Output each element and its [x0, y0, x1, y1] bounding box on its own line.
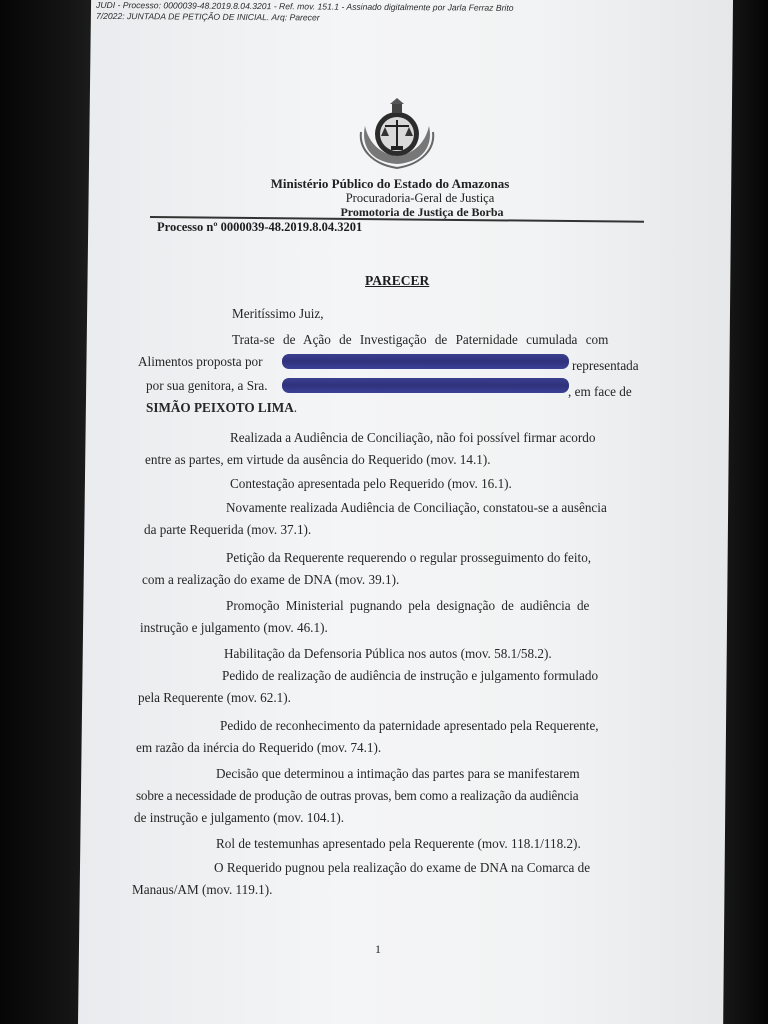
salutation: Meritíssimo Juiz, [232, 306, 324, 321]
paragraph-12-line-1: O Requerido pugnou pela realização do exame de DNA na Comarca de [214, 860, 591, 875]
paragraph-8-line-1: Pedido de realização de audiência de instrução e julgamento formulado [222, 668, 599, 683]
paragraph-3-line-1: Contestação apresentada pelo Requerido (mov. 16.1). [230, 476, 512, 491]
paragraph-5-line-2: com a realização do exame de DNA (mov. 39.1). [142, 572, 400, 587]
redaction-mark-plaintiff [282, 354, 569, 369]
paragraph-10-line-2: sobre a necessidade de produção de outras provas, bem como a realização da audiência [136, 788, 579, 803]
digital-signature-stamp [96, 0, 696, 26]
paragraph-4-line-2: da parte Requerida (mov. 37.1). [144, 522, 312, 537]
ministerio-publico-seal-icon [355, 98, 439, 174]
paragraph-9-line-2: em razão da inércia do Requerido (mov. 74.1). [136, 740, 382, 755]
paragraph-4-line-1: Novamente realizada Audiência de Conciliação, constatou-se a ausência [226, 500, 607, 515]
institution-name: Ministério Público do Estado do Amazonas [270, 176, 510, 191]
redaction-mark-mother [282, 378, 569, 393]
defendant-name: SIMÃO PEIXOTO LIMA [146, 400, 294, 415]
paragraph-9-line-1: Pedido de reconhecimento da paternidade apresentado pela Requerente, [220, 718, 599, 733]
document-title: PARECER [365, 273, 430, 288]
paragraph-5-line-1: Petição da Requerente requerendo o regular prosseguimento do feito, [226, 550, 592, 565]
page-number: 1 [375, 942, 381, 956]
paragraph-6-line-1: Promoção Ministerial pugnando pela designação de audiência de [226, 598, 590, 613]
process-number: Processo nº 0000039-48.2019.8.04.3201 [157, 220, 363, 234]
paragraph-11-line-1: Rol de testemunhas apresentado pela Requerente (mov. 118.1/118.2). [216, 836, 581, 851]
paragraph-10-line-3: de instrução e julgamento (mov. 104.1). [134, 810, 345, 825]
paragraph-6-line-2: instrução e julgamento (mov. 46.1). [140, 620, 328, 635]
stamp-line-2: 7/2022: JUNTADA DE PETIÇÃO DE INICIAL. Arq: Parecer [95, 10, 320, 23]
paragraph-7-line-1: Habilitação da Defensoria Pública nos autos (mov. 58.1/58.2). [224, 646, 552, 661]
stamp-line-1: JUDI - Processo: 0000039-48.2019.8.04.3201 - Ref. mov. 151.1 - Assinado digitalmente por Jarla Ferraz Brito [96, 0, 514, 13]
paragraph-12-line-2: Manaus/AM (mov. 119.1). [132, 882, 273, 897]
paragraph-1-line-2b: representada [572, 358, 639, 373]
paragraph-1-line-4: SIMÃO PEIXOTO LIMA. [146, 400, 298, 415]
office-name: Promotoria de Justiça de Borba [340, 205, 504, 219]
department-name: Procuradoria-Geral de Justiça [345, 191, 495, 205]
paragraph-10-line-1: Decisão que determinou a intimação das partes para se manifestarem [216, 766, 580, 781]
paragraph-1-line-2a: Alimentos proposta por [138, 354, 263, 369]
paragraph-2-line-1: Realizada a Audiência de Conciliação, não foi possível firmar acordo [230, 430, 596, 445]
paragraph-1-line-3a: por sua genitora, a Sra. [146, 378, 268, 393]
paragraph-1-line-1: Trata-se de Ação de Investigação de Paternidade cumulada com [232, 332, 609, 347]
paragraph-1-line-3b: , em face de [568, 384, 632, 399]
paragraph-2-line-2: entre as partes, em virtude da ausência do Requerido (mov. 14.1). [145, 452, 491, 467]
paragraph-8-line-2: pela Requerente (mov. 62.1). [138, 690, 291, 705]
